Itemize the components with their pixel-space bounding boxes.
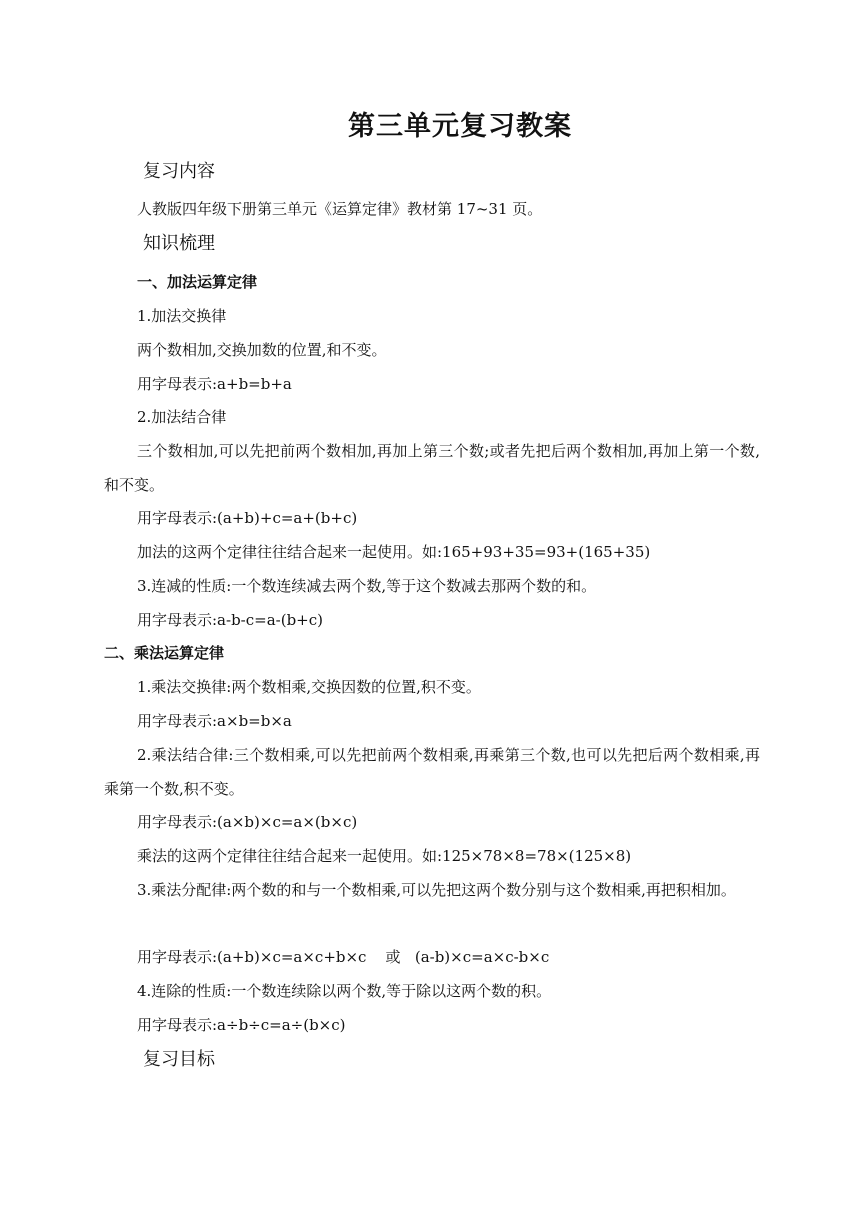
paragraph: 3.连减的性质:一个数连续减去两个数,等于这个数减去那两个数的和。 (137, 577, 597, 595)
section-heading-review-content: 复习内容 (143, 161, 215, 182)
paragraph: 1.乘法交换律:两个数相乘,交换因数的位置,积不变。 (137, 678, 481, 696)
heading-multiplication-laws: 二、乘法运算定律 (104, 644, 225, 662)
formula-line: 用字母表示:a÷b÷c=a÷(b×c) (137, 1016, 346, 1034)
paragraph: 2.乘法结合律:三个数相乘,可以先把前两个数相乘,再乘第三个数,也可以先把后两个数相乘,再乘第一个数,积不变。 (104, 746, 760, 798)
formula-line: 用字母表示:(a+b)×c=a×c+b×c 或 (a-b)×c=a×c-b×c (137, 948, 550, 966)
paragraph: 1.加法交换律 (137, 307, 227, 325)
formula-line: 用字母表示:(a×b)×c=a×(b×c) (137, 813, 358, 831)
paragraph: 两个数相加,交换加数的位置,和不变。 (137, 341, 387, 359)
formula-line: 用字母表示:a+b=b+a (137, 375, 292, 393)
formula-line: 用字母表示:(a+b)+c=a+(b+c) (137, 509, 358, 527)
paragraph: 2.加法结合律 (137, 408, 227, 426)
section-heading-review-goals: 复习目标 (143, 1049, 215, 1070)
paragraph: 加法的这两个定律往往结合起来一起使用。如:165+93+35=93+(165+35) (137, 543, 651, 561)
formula-line: 用字母表示:a-b-c=a-(b+c) (137, 611, 323, 629)
paragraph: 4.连除的性质:一个数连续除以两个数,等于除以这两个数的积。 (137, 982, 552, 1000)
paragraph: 乘法的这两个定律往往结合起来一起使用。如:125×78×8=78×(125×8) (137, 847, 632, 865)
heading-addition-laws: 一、加法运算定律 (137, 273, 258, 291)
paragraph: 三个数相加,可以先把前两个数相加,再加上第三个数;或者先把后两个数相加,再加上第一个数,和不变。 (104, 442, 760, 494)
section-heading-knowledge: 知识梳理 (143, 233, 215, 254)
paragraph: 3.乘法分配律:两个数的和与一个数相乘,可以先把这两个数分别与这个数相乘,再把积相加。 (137, 881, 736, 899)
document-title: 第三单元复习教案 (348, 111, 572, 142)
formula-line: 用字母表示:a×b=b×a (137, 712, 292, 730)
paragraph: 人教版四年级下册第三单元《运算定律》教材第 17~31 页。 (137, 200, 543, 218)
